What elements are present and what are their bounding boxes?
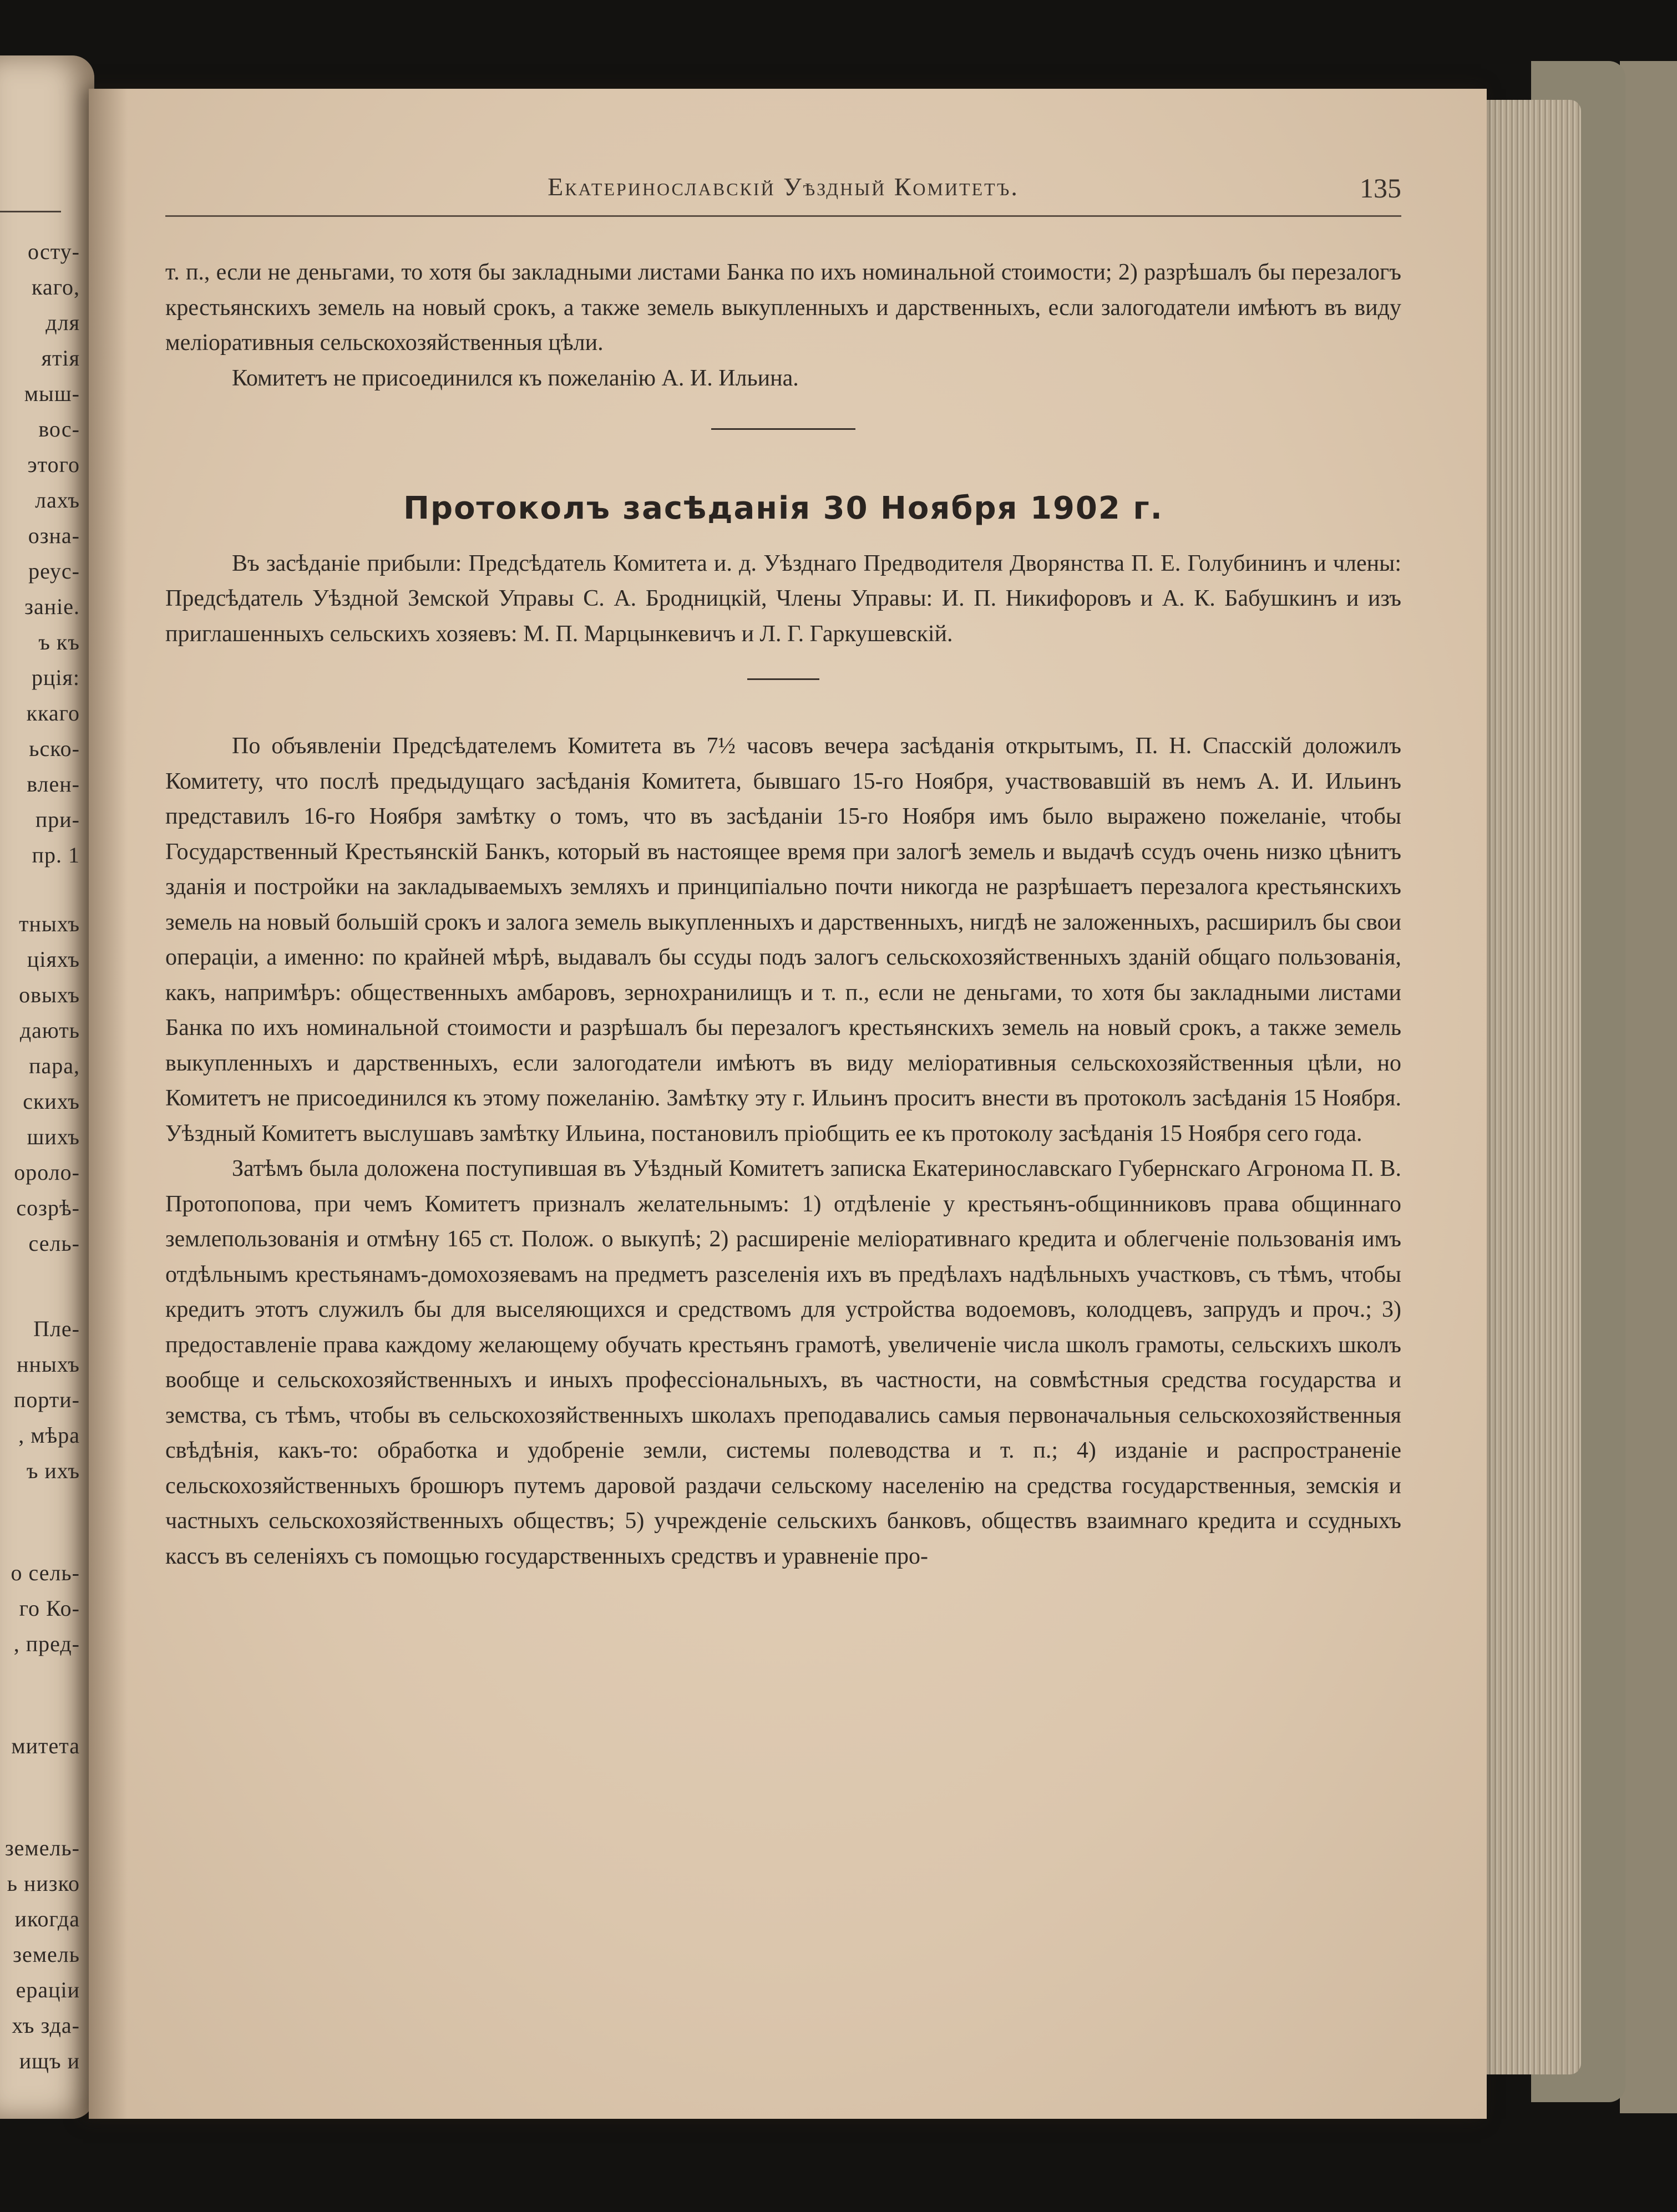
left-page-fragment: ъ къ: [38, 630, 80, 655]
left-page-fragment: икогда: [14, 1906, 80, 1931]
left-page-fragment: каго,: [32, 275, 80, 300]
left-page-fragment: ккаго: [26, 701, 80, 726]
left-page-fragment: скихъ: [23, 1089, 80, 1114]
left-page-fragment: заніе.: [24, 594, 80, 619]
left-page-fragment: го Ко-: [19, 1596, 80, 1621]
running-head: Екатеринославскій Уѣздный Комитетъ.: [548, 173, 1019, 201]
left-page-fragment: для: [45, 310, 80, 335]
paragraph-minutes: По объявленіи Предсѣдателемъ Комитета въ 7½ часовъ вечера засѣданія открытымъ, П. Н. Спасскій доложилъ Комитету, что послѣ предыдущаго засѣданія Комитета, бывшаго 15-го Ноября, участвовавшій въ немъ А. И. Ильинъ представилъ 16-го Ноября замѣтку о томъ, что въ засѣданіи 15-го Ноября имъ было выражено пожеланіе, чтобы Государственный Крестьянскій Банкъ, который въ настоящее время при залогѣ земель и выдачѣ ссудъ очень низко цѣнитъ зданія и постройки на закладываемыхъ земляхъ и принципіально почти никогда не разрѣшаетъ перезалога крестьянскихъ земель на новый большій срокъ и залога земель выкупленныхъ и дарственныхъ, нигдѣ не заложенныхъ, расширилъ бы свои операціи, а именно: по крайней мѣрѣ, выдавалъ бы ссуды подъ залогъ сельскохозяйственныхъ зданій общаго пользованія, какъ, напримѣръ: общественныхъ амбаровъ, зернохранилищъ и т. п., если не деньгами, то хотя бы закладными листами Банка по ихъ номинальной стоимости и разрѣшалъ бы перезалогъ крестьянскихъ земель на новый срокъ, а также земель выкупленныхъ и дарственныхъ, если залогодатели имѣютъ въ виду меліоративныя сельскохозяйственныя цѣли, но Комитетъ не присоединился къ этому пожеланію. Замѣтку эту г. Ильинъ проситъ внести въ протоколъ засѣданія 15 Ноября. Уѣздный Комитетъ выслушавъ замѣтку Ильина, постановилъ пріобщить ее къ протоколу засѣданія 15 Ноября сего года.: [165, 733, 1401, 1146]
left-page-fragment: ъ ихъ: [26, 1458, 80, 1483]
book-page: [89, 89, 1487, 2119]
left-page-fragment: сель-: [28, 1231, 80, 1256]
book-cover-edge: [1620, 61, 1677, 2113]
left-page-fragment: рція:: [31, 665, 80, 690]
left-page-fragment: овыхъ: [19, 982, 80, 1007]
left-page-fragment: земель: [13, 1942, 80, 1967]
left-page-fragment: тныхъ: [19, 911, 80, 936]
left-page-fragment: порти-: [13, 1387, 80, 1412]
left-page-fragment: реус-: [28, 559, 80, 584]
left-page-fragment: пр. 1: [32, 843, 80, 867]
section-divider: [711, 428, 855, 430]
left-facing-page: [0, 55, 94, 2119]
left-page-fragment: митета: [11, 1733, 80, 1758]
left-page-fragment: пара,: [29, 1053, 80, 1078]
left-page-fragment: вос-: [38, 417, 80, 442]
left-page-fragment: осту-: [27, 239, 80, 264]
left-page-fragment: земель-: [4, 1835, 80, 1860]
left-page-fragment: этого: [27, 452, 80, 477]
left-page-fragment: озна-: [28, 523, 80, 548]
page-body: [165, 255, 1401, 1574]
section-title: Протоколъ засѣданія 30 Ноября 1902 г.: [403, 490, 1163, 526]
left-page-header-rule: [0, 211, 61, 212]
page-gutter-shadow: [89, 89, 128, 2119]
left-page-fragment: ороло-: [14, 1160, 80, 1185]
left-page-fragment: ціяхъ: [27, 947, 80, 972]
header-rule: [165, 215, 1401, 217]
left-page-fragment: о сель-: [11, 1560, 80, 1585]
paragraph-proposals: Затѣмъ была доложена поступившая въ Уѣздный Комитетъ записка Екатеринославскаго Губернскаго Агронома П. В. Протопопова, при чемъ Комитетъ призналъ желательнымъ: 1) отдѣленіе у крестьянъ-общинниковъ права общиннаго землепользованія и отмѣну 165 ст. Полож. о выкупѣ; 2) расширеніе меліоративнаго кредита и облегченіе пользованія имъ отдѣльнымъ крестьянамъ-домохозяевамъ на предметъ разселенія ихъ въ предѣлахъ надѣльныхъ участковъ, съ тѣмъ, чтобы кредитъ этотъ служилъ бы для выселяющихся и средствомъ для устройства водоемовъ, колодцевъ, запрудъ и проч.; 3) предоставленіе права каждому желающему обучать крестьянъ грамотѣ, увеличеніе числа школъ грамоты, сельскихъ школъ вообще и сельскохозяйственныхъ и иныхъ профессіональныхъ, въ частности, на совмѣстныя средства государства и земства, съ тѣмъ, чтобы въ сельскохозяйственныхъ школахъ преподавались самыя первоначальныя сельскохозяйственныя свѣдѣнія, какъ-то: обработка и удобреніе земли, системы полеводства и т. п.; 4) изданіе и распространеніе сельскохозяйственныхъ брошюръ путемъ даровой раздачи сельскому населенію на средства государственныя, земскія и частныхъ сельскохозяйственныхъ обществъ; 5) учрежденіе сельскихъ банковъ, обществъ взаимнаго кредита и ссудныхъ кассъ въ селеніяхъ съ помощью государственныхъ средствъ и уравненіе про-: [165, 1156, 1401, 1569]
left-page-fragment: лахъ: [35, 488, 80, 513]
left-page-fragment: созрѣ-: [16, 1195, 80, 1220]
page-stack-edge: [1470, 100, 1581, 2074]
short-divider: [747, 678, 819, 680]
left-page-fragment: ь низко: [7, 1871, 80, 1896]
left-page-fragment: ищъ и: [19, 2048, 80, 2073]
paragraph-committee-decision: Комитетъ не присоединился къ пожеланію А. И. Ильина.: [232, 365, 799, 391]
left-page-fragment: хъ зда-: [12, 2013, 80, 2038]
left-page-fragment: ьско-: [29, 736, 80, 761]
left-page-fragment: при-: [35, 807, 80, 832]
left-page-fragment: влен-: [27, 772, 80, 796]
left-page-fragment: ераціи: [16, 1977, 80, 2002]
paragraph-continuation: т. п., если не деньгами, то хотя бы закладными листами Банка по ихъ номинальной стоимости; 2) разрѣшалъ бы перезалогъ крестьянскихъ земель на новый срокъ, а также земель выкупленныхъ и дарственныхъ, если залогодатели имѣютъ въ виду меліоративныя сельскохозяйственныя цѣли.: [165, 260, 1401, 356]
left-page-fragment: , пред-: [13, 1631, 80, 1656]
page-number: 135: [1360, 173, 1401, 204]
left-page-fragment: , мѣра: [18, 1423, 80, 1448]
left-page-fragment: дають: [19, 1018, 80, 1043]
left-page-fragment: мыш-: [24, 381, 80, 406]
left-page-fragment: нныхъ: [17, 1352, 80, 1377]
left-page-fragment: ятія: [41, 346, 80, 371]
paragraph-attendees: Въ засѣданіе прибыли: Предсѣдатель Комитета и. д. Уѣзднаго Предводителя Дворянства П. Е. Голубининъ и члены: Предсѣдатель Уѣздной Земской Управы С. А. Бродницкій, Члены Управы: И. П. Никифоровъ и А. К. Бабушкинъ и изъ приглашенныхъ сельскихъ хозяевъ: М. П. Марцынкевичъ и Л. Г. Гаркушевскій.: [165, 550, 1401, 647]
left-page-fragment: шихъ: [27, 1124, 80, 1149]
left-page-fragment: Пле-: [33, 1316, 80, 1341]
page-header: [165, 172, 1401, 227]
